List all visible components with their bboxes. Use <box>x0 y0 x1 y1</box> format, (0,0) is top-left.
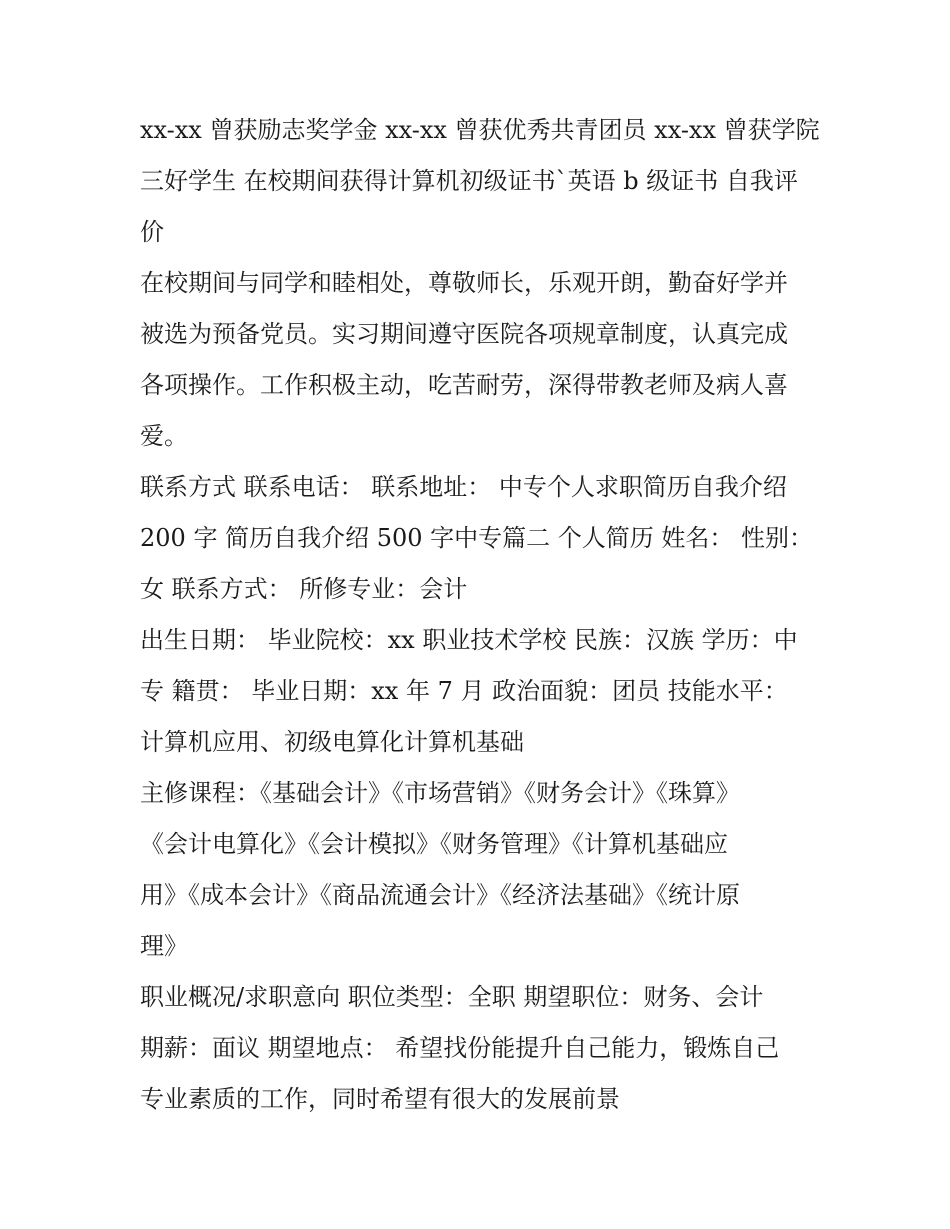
text-line: 专业素质的工作，同时希望有很大的发展前景 <box>140 1085 620 1113</box>
text-line: 被选为预备党员。实习期间遵守医院各项规章制度，认真完成 <box>140 320 788 348</box>
text-line: 各项操作。工作积极主动，吃苦耐劳，深得带教老师及病人喜 <box>140 371 788 399</box>
document-body <box>140 105 820 1125</box>
text-line: 联系方式 联系电话： 联系地址： 中专个人求职简历自我介绍 <box>140 473 787 501</box>
text-line: 计算机应用、初级电算化计算机基础 <box>140 728 524 756</box>
text-line: 价 <box>140 218 164 246</box>
text-line: 期薪：面议 期望地点： 希望找份能提升自己能力，锻炼自己 <box>140 1034 780 1062</box>
text-line: 专 籍贯： 毕业日期：xx 年 7 月 政治面貌：团员 技能水平： <box>140 677 788 705</box>
text-line: 职业概况/求职意向 职位类型：全职 期望职位：财务、会计 <box>140 983 764 1011</box>
text-line: 女 联系方式： 所修专业：会计 <box>140 575 468 603</box>
text-line: 200 字 简历自我介绍 500 字中专篇二 个人简历 姓名： 性别： <box>140 524 814 552</box>
text-line: 用》《成本会计》《商品流通会计》《经济法基础》《统计原 <box>140 881 740 909</box>
text-line: 理》 <box>140 932 188 960</box>
text-line: 出生日期： 毕业院校：xx 职业技术学校 民族：汉族 学历：中 <box>140 626 798 654</box>
text-line: xx-xx 曾获励志奖学金 xx-xx 曾获优秀共青团员 xx-xx 曾获学院 <box>140 116 820 144</box>
text-line: 主修课程：《基础会计》《市场营销》《财务会计》《珠算》 <box>140 779 740 807</box>
text-line: 三好学生 在校期间获得计算机初级证书`英语 b 级证书 自我评 <box>140 167 798 195</box>
text-line: 爱。 <box>140 422 188 450</box>
text-line: 在校期间与同学和睦相处，尊敬师长，乐观开朗，勤奋好学并 <box>140 269 788 297</box>
text-line: 《会计电算化》《会计模拟》《财务管理》《计算机基础应 <box>140 830 728 858</box>
